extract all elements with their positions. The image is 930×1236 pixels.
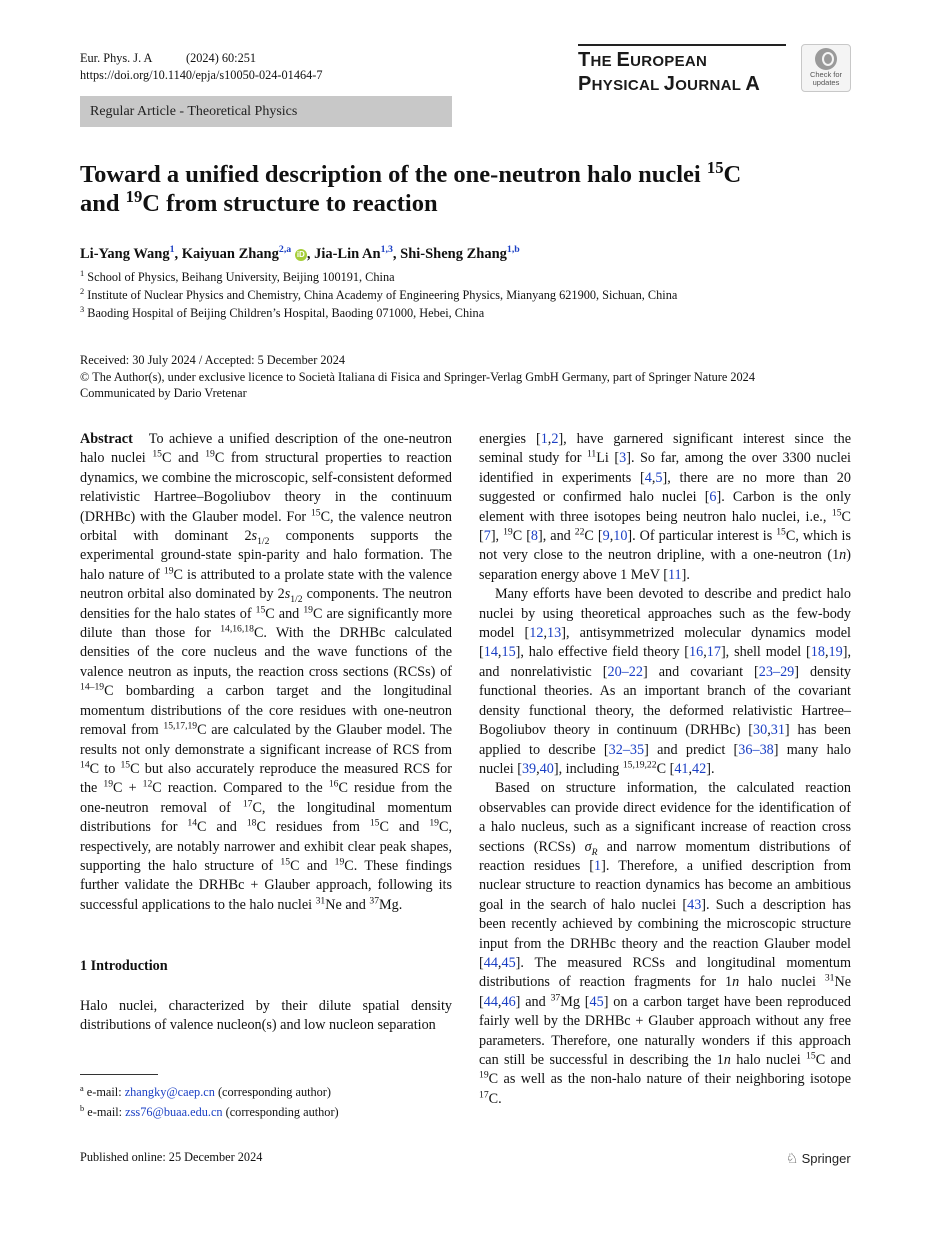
author-name[interactable]: Jia-Lin An: [314, 246, 381, 262]
journal-header: [80, 50, 323, 84]
author-list: Li-Yang Wang$^1$, Kaiyuan Zhang$^{2,a}$ iD , Jia-Lin An$^{1,3}$, Shi-Sheng Zhang$^{1,b}$: [80, 244, 520, 262]
footnote: $^b$ e-mail: zss76@buaa.edu.cn (corresponding author): [80, 1103, 339, 1119]
check-for-updates-button[interactable]: Check for updates: [801, 44, 851, 92]
copyright-line: © The Author(s), under exclusive licence to Società Italiana di Fisica and Springer-Verlag GmbH Germany, part of Springer Nature 2024: [80, 369, 755, 384]
right-column: [479, 430, 851, 1109]
author-name[interactable]: Shi-Sheng Zhang: [400, 246, 507, 262]
doi-link[interactable]: https://doi.org/10.1140/epja/s10050-024-01464-7: [80, 68, 323, 82]
email-link[interactable]: zhangky@caep.cn: [124, 1085, 215, 1099]
communicated-by: Communicated by Dario Vretenar: [80, 386, 247, 400]
footnote-rule: [80, 1074, 158, 1075]
footnotes: [80, 1082, 339, 1122]
orcid-icon[interactable]: iD: [296, 250, 305, 259]
journal-brand-logo: THE EUROPEAN PHYSICAL JOURNAL A: [578, 44, 786, 97]
intro-paragraph: Halo nuclei, characterized by their dilute spatial density distributions of valence nucleon(s) and low nucleon separation: [80, 997, 452, 1033]
article-title: Toward a unified description of the one-neutron halo nuclei $^{15}$C and $^{19}$C from structure to reaction: [80, 157, 742, 217]
abstract: Abstract To achieve a unified description of the one-neutron halo nuclei $^{15}$C and $^{19}$C from structural properties to reaction dynamics, we combine the microscopic, self-consistent deformed relativistic Hartree–Bogoliubov theory in the continuum (DRHBc) with the Glauber model. For $^{15}$C, the valence neutron orbital with dominant $2s_{1/2}$ components supports the experimental ground-state spin-parity and halo formation. The halo nature of $^{19}$C is attributed to a prolate state with the valence neutron orbital also dominated by $2s_{1/2}$ components. The neutron densities for the halo states of $^{15}$C and $^{19}$C are significantly more dilute than those for $^{14,16,18}$C. With the DRHBc calculated densities of the core nucleus and the wave functions of the valence neutron as inputs, the reaction cross sections (RCSs) of $^{14-19}$C bombarding a carbon target and the longitudinal momentum distributions of the core residues with one-neutron removal from $^{15,17,19}$C are calculated by the Glauber model. The results not only demonstrate a significant increase of RCS from $^{14}$C to $^{15}$C but also accurately reproduce the measured RCS for the $^{19}$C + $^{12}$C reaction. Compared to the $^{16}$C residue from the one-neutron removal of $^{17}$C, the longitudinal momentum distributions for $^{14}$C and $^{18}$C residues from $^{15}$C and $^{19}$C, respectively, are notably narrower and exhibit clear peak shapes, supporting the halo structure of $^{15}$C and $^{19}$C. These findings further validate the DRHBc + Glauber approach, following its successful applications to the halo nuclei $^{31}$Ne and $^{37}$Mg.: [80, 431, 453, 913]
springer-logo: ♘ Springer: [786, 1150, 851, 1166]
journal-abbrev: Eur. Phys. J. A: [80, 51, 153, 65]
section-heading: 1 Introduction: [80, 958, 168, 975]
author-name[interactable]: Kaiyuan Zhang: [181, 246, 279, 262]
intro-paragraph: Based on structure information, the calculated reaction observables can provide direct evidence for the identification of a halo nucleus, such as a significant increase of reaction cross sections (RCSs) $\sigma_R$ and narrow momentum distributions of reaction residues [1]. Therefore, a unified description from nuclear structure to reaction dynamics has become an ambitious goal in the search of halo nuclei [43]. Such a description has been recently achieved by combining the microscopic structure input from the DRHBc theory and the reaction Glauber model [44,45]. The measured RCSs and longitudinal momentum distributions of reaction fragments for 1n halo nuclei $^{31}$Ne [44,46] and $^{37}$Mg [45] on a carbon target have been reproduced fairly well by the DRHBc + Glauber approach without any free parameters. Therefore, one naturally wonders if this approach can still be successful in describing the 1n halo nuclei $^{15}$C and $^{19}$C as well as the non-halo nature of their neighboring isotope $^{17}$C.: [479, 780, 851, 1107]
email-link[interactable]: zss76@buaa.edu.cn: [125, 1105, 223, 1119]
volume-info: (2024) 60:251: [186, 51, 257, 65]
springer-horse-icon: ♘: [786, 1150, 799, 1166]
affiliation: $^2$ Institute of Nuclear Physics and Chemistry, China Academy of Engineering Physics, Mianyang 621900, Sichuan, China: [80, 286, 678, 302]
left-column: [80, 430, 452, 1035]
intro-paragraph: Many efforts have been devoted to describe and predict halo nuclei by using theoretical approaches such as the few-body model [12,13], antisymmetrized molecular dynamics model [14,15], halo effective field theory [16,17], shell model [18,19], and nonrelativistic [20–22] and covariant [23–29] density functional theories. As an important branch of the covariant density functional theory, the deformed relativistic Hartree–Bogoliubov theory in continuum (DRHBc) [30,31] has been applied to describe [32–35] and predict [36–38] many halo nuclei [39,40], including $^{15,19,22}$C [41,42].: [479, 586, 852, 777]
check-updates-icon: [815, 48, 837, 70]
author-name[interactable]: Li-Yang Wang: [80, 246, 170, 262]
received-accepted: Received: 30 July 2024 / Accepted: 5 December 2024: [80, 353, 345, 367]
footnote: $^a$ e-mail: zhangky@caep.cn (corresponding author): [80, 1083, 331, 1099]
affiliations: [80, 268, 677, 322]
article-type-bar: Regular Article - Theoretical Physics: [80, 96, 452, 127]
affiliation: $^1$ School of Physics, Beihang University, Beijing 100191, China: [80, 268, 395, 284]
published-online: Published online: 25 December 2024: [80, 1150, 263, 1164]
affiliation: $^3$ Baoding Hospital of Beijing Children’s Hospital, Baoding 071000, Hebei, China: [80, 304, 485, 320]
article-dates: [80, 352, 755, 402]
intro-paragraph: energies [1,2], have garnered significant interest since the seminal study for $^{11}$Li [3]. So far, among the over 3300 nuclei identified in experiments [4,5], there are no more than 20 suggested or confirmed halo nuclei [6]. Carbon is the only element with three isotopes being neutron halo nuclei, i.e., $^{15}$C [7], $^{19}$C [8], and $^{22}$C [9,10]. Of particular interest is $^{15}$C, which is not very close to the neutron dripline, with a one-neutron (1n) separation energy above 1 MeV [11].: [479, 431, 852, 583]
abstract-label: Abstract: [80, 431, 133, 447]
